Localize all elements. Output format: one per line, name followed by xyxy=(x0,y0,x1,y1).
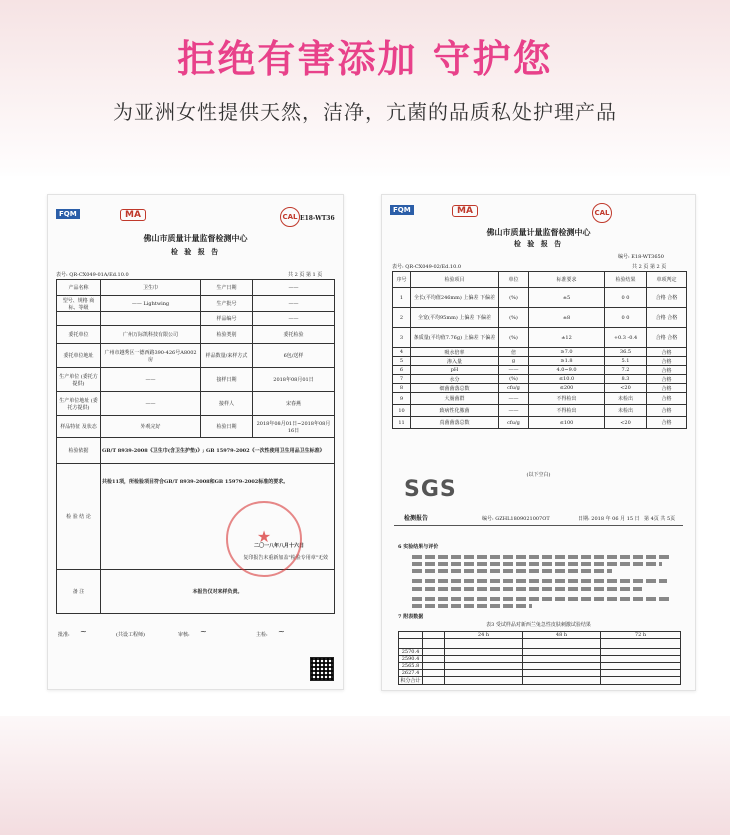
cell: 合格 xyxy=(647,384,687,393)
cell xyxy=(523,656,601,663)
cell: 9 xyxy=(393,393,411,405)
section-7-heading: 7 附表数据 xyxy=(398,614,424,620)
table-row xyxy=(57,296,335,312)
cma-mark: MA xyxy=(452,205,478,217)
cell xyxy=(445,670,523,677)
stamp-star-icon: ★ xyxy=(256,527,272,546)
table-row xyxy=(399,656,681,663)
sgs-page: 第 4页 共 5页 xyxy=(644,516,676,522)
cal-seal-icon: CAL xyxy=(280,207,300,227)
cell: <20 xyxy=(605,384,647,393)
text-line xyxy=(412,569,612,573)
cell: 5 xyxy=(393,357,411,366)
cell xyxy=(523,639,601,649)
text-line xyxy=(412,579,667,583)
cell xyxy=(101,312,201,326)
cell: ≥7.0 xyxy=(529,348,605,357)
cell: 5.1 xyxy=(605,357,647,366)
cell: 7.2 xyxy=(605,366,647,375)
cell: 生产单位 (委托方提供) xyxy=(57,368,101,392)
cell: 合格 xyxy=(647,375,687,384)
cell: 6 xyxy=(393,366,411,375)
basis-text: GB/T 8939-2008《卫生巾(含卫生护垫)》; GB 15979-2002《一次性使用卫生用品卫生标准》 xyxy=(101,438,335,464)
org-name: 佛山市质量计量监督检测中心 xyxy=(143,233,248,243)
table-row xyxy=(393,375,687,384)
cell xyxy=(57,312,101,326)
cell xyxy=(399,639,423,649)
cell: 8 xyxy=(393,384,411,393)
cell: 不得检出 xyxy=(529,393,605,405)
cell: 广州万际凯科技有限公司 xyxy=(101,326,201,344)
cell: ≤100 xyxy=(529,417,605,429)
main-test-label: 主检: xyxy=(256,632,268,638)
cell: 8.3 xyxy=(605,375,647,384)
text-line xyxy=(412,587,642,591)
inspection-report-page1[interactable] xyxy=(47,194,344,690)
page-title: 拒绝有害添加 守护您 xyxy=(177,37,553,81)
page-number: 共 2 页 第 2 页 xyxy=(632,264,667,270)
cell: 2018年08月01日 xyxy=(253,368,335,392)
report-title: 检 验 报 告 xyxy=(170,247,221,256)
engineer-note: (共设工程师) xyxy=(116,632,145,638)
cell: 备 注 xyxy=(57,570,101,614)
cell: 不得检出 xyxy=(529,405,605,417)
table-row xyxy=(57,570,335,614)
text-line xyxy=(412,562,662,566)
cell: (%) xyxy=(499,328,529,348)
table-row xyxy=(399,639,681,649)
blank-note: (以下空白) xyxy=(526,472,551,478)
table-row xyxy=(393,348,687,357)
cell: 未检出 xyxy=(605,393,647,405)
table-row xyxy=(57,312,335,326)
cell: ≥1.8 xyxy=(529,357,605,366)
cell: 卫生巾 xyxy=(101,280,201,296)
cell: 生产单位地址 (委托方提供) xyxy=(57,392,101,416)
cell: 合格 xyxy=(647,348,687,357)
cell: —— Lightwing xyxy=(101,296,201,312)
cell: 细菌菌落总数 xyxy=(411,384,499,393)
cell: 吸水倍率 xyxy=(411,348,499,357)
page-subtitle: 为亚洲女性提供天然，洁净，亢菌的品质私处护理产品 xyxy=(113,100,617,124)
table-row xyxy=(57,438,335,464)
cell: +0.3 -0.4 xyxy=(605,328,647,348)
table-row xyxy=(57,280,335,296)
sgs-report-number: 编号: GZHL1809021007OT xyxy=(482,516,550,522)
cell xyxy=(423,639,445,649)
table-header-row xyxy=(399,632,681,639)
table-row xyxy=(57,368,335,392)
cell xyxy=(601,639,681,649)
cell: 接样日期 xyxy=(201,368,253,392)
cell: 接样人 xyxy=(201,392,253,416)
fqm-logo: FQM xyxy=(390,205,414,215)
cell: 检 验 结 论 xyxy=(57,464,101,570)
cell: 检验日期 xyxy=(201,416,253,438)
text-line xyxy=(412,604,532,608)
remark-text: 本报告仅对来样负责。 xyxy=(101,570,335,614)
cell: cfu/g xyxy=(499,417,529,429)
cell: 检验类别 xyxy=(201,326,253,344)
cell: 委托单位 xyxy=(57,326,101,344)
table-caption: 表3 受试样品对新西兰兔急性皮肤刺激试验结果 xyxy=(486,622,591,628)
table-row xyxy=(393,288,687,308)
column-header: 序号 xyxy=(393,272,411,288)
table-row xyxy=(393,366,687,375)
cell: 检验依据 xyxy=(57,438,101,464)
cell xyxy=(601,663,681,670)
report-info-table xyxy=(56,279,335,614)
report-title: 检 验 报 告 xyxy=(513,239,564,248)
cell: 型号、规格 商标、等级 xyxy=(57,296,101,312)
table-row xyxy=(393,308,687,328)
review-label: 审核: xyxy=(178,632,190,638)
cell: (%) xyxy=(499,288,529,308)
header-banner xyxy=(0,0,730,175)
cell: 委托单位地址 xyxy=(57,344,101,368)
cell xyxy=(423,670,445,677)
table-row xyxy=(57,326,335,344)
cell: 样品数量/来样方式 xyxy=(201,344,253,368)
cell: —— xyxy=(253,280,335,296)
cell: 致病性化脓菌 xyxy=(411,405,499,417)
cell xyxy=(423,632,445,639)
cell: 样品特征 及状态 xyxy=(57,416,101,438)
cell: 合格 合格 xyxy=(647,308,687,328)
cell: —— xyxy=(101,392,201,416)
cell: —— xyxy=(499,405,529,417)
divider xyxy=(394,525,683,526)
column-header: 24 h xyxy=(445,632,523,639)
cell: 2570.4 xyxy=(399,649,423,656)
cell: 样品编号 xyxy=(201,312,253,326)
table-row xyxy=(393,328,687,348)
conclusion-cell xyxy=(101,464,335,570)
cell: 条质量(平均值7.76g) 上偏差 下偏差 xyxy=(411,328,499,348)
table-row xyxy=(399,663,681,670)
cell xyxy=(523,663,601,670)
cell: 生产日期 xyxy=(201,280,253,296)
cell xyxy=(601,656,681,663)
cell: ±5 xyxy=(529,288,605,308)
cell xyxy=(523,649,601,656)
cell: 产品名称 xyxy=(57,280,101,296)
sgs-data-table xyxy=(398,631,681,685)
table-row xyxy=(393,384,687,393)
cell: 合格 合格 xyxy=(647,288,687,308)
cell: 委托检验 xyxy=(253,326,335,344)
cell: 2627.4 xyxy=(399,670,423,677)
cell: 3 xyxy=(393,328,411,348)
cell: —— xyxy=(253,312,335,326)
cell xyxy=(423,663,445,670)
column-header: 单项判定 xyxy=(647,272,687,288)
column-header: 单位 xyxy=(499,272,529,288)
text-line xyxy=(412,555,672,559)
cell xyxy=(445,663,523,670)
cell xyxy=(423,656,445,663)
table-row xyxy=(393,417,687,429)
cell: 4.0~9.0 xyxy=(529,366,605,375)
cma-mark: MA xyxy=(120,209,146,221)
report-code: 编号: E18-WT3650 xyxy=(618,254,664,260)
cell: 合格 xyxy=(647,405,687,417)
cell: 全宽(平均95mm) 上偏差 下偏差 xyxy=(411,308,499,328)
sgs-logo: SGS xyxy=(404,477,457,502)
cell: —— xyxy=(253,296,335,312)
table-row xyxy=(393,393,687,405)
form-number: 表号: QR-CX049-01A/Ed.10.0 xyxy=(56,272,129,278)
cell: g xyxy=(499,357,529,366)
table-row xyxy=(57,416,335,438)
cell: 生产批号 xyxy=(201,296,253,312)
cell xyxy=(445,649,523,656)
sgs-report-title: 检测报告 xyxy=(404,515,429,522)
cell xyxy=(423,649,445,656)
cell: 合格 xyxy=(647,417,687,429)
cell xyxy=(445,639,523,649)
cell: 渗入量 xyxy=(411,357,499,366)
cell: 10 xyxy=(393,405,411,417)
cell xyxy=(423,677,445,685)
cell: 6包/送样 xyxy=(253,344,335,368)
cell: —— xyxy=(499,366,529,375)
conclusion-text: 共检11项，所检验项目符合GB/T 8939-2008和GB 15979-2002标准的要求。 xyxy=(102,479,289,485)
sgs-report-date: 日期: 2018 年 06 月 15 日 xyxy=(578,516,640,522)
cell: 0 0 xyxy=(605,308,647,328)
cell: 合格 xyxy=(647,393,687,405)
cell: 大肠菌群 xyxy=(411,393,499,405)
approve-label: 批准: xyxy=(58,632,70,638)
org-name: 佛山市质量计量监督检测中心 xyxy=(486,227,591,237)
cell: ≤200 xyxy=(529,384,605,393)
cell: 合格 合格 xyxy=(647,328,687,348)
cell: 1 xyxy=(393,288,411,308)
table-row xyxy=(393,357,687,366)
inspection-report-page2[interactable] xyxy=(381,194,696,691)
column-header: 标准要求 xyxy=(529,272,605,288)
review-signature: ~ xyxy=(200,627,207,636)
table-row xyxy=(57,392,335,416)
cell xyxy=(523,677,601,685)
fqm-logo: FQM xyxy=(56,209,80,219)
cell xyxy=(523,670,601,677)
cell: cfu/g xyxy=(499,384,529,393)
cell: (%) xyxy=(499,308,529,328)
table-row xyxy=(399,677,681,685)
cell: 4 xyxy=(393,348,411,357)
main-test-signature: ~ xyxy=(278,627,285,636)
cell xyxy=(601,677,681,685)
page-number: 共 2 页 第 1 页 xyxy=(288,272,323,278)
cell: 广州市越秀区一德西路390-426号A8002房 xyxy=(101,344,201,368)
cell: 真菌菌落总数 xyxy=(411,417,499,429)
cell: 合格 xyxy=(647,366,687,375)
table-row xyxy=(399,670,681,677)
column-header: 72 h xyxy=(601,632,681,639)
table-row xyxy=(393,405,687,417)
cell: 2 xyxy=(393,308,411,328)
cell: 11 xyxy=(393,417,411,429)
cell: 7 xyxy=(393,375,411,384)
cell: (%) xyxy=(499,375,529,384)
approve-signature: ~ xyxy=(80,627,87,636)
text-line xyxy=(412,597,672,601)
cell: 积分合计 xyxy=(400,678,421,684)
cell xyxy=(445,656,523,663)
cell: 36.5 xyxy=(605,348,647,357)
cell: ≤10.0 xyxy=(529,375,605,384)
cell: 合格 xyxy=(647,357,687,366)
cell: 外观完好 xyxy=(101,416,201,438)
cell xyxy=(399,632,423,639)
cell: 2565.8 xyxy=(399,663,423,670)
cell xyxy=(445,677,523,685)
cell: 未检出 xyxy=(605,405,647,417)
section-6-heading: 6 实验结果与评价 xyxy=(398,544,439,550)
column-header: 检验结果 xyxy=(605,272,647,288)
inspection-stamp xyxy=(226,501,302,577)
table-row xyxy=(399,649,681,656)
cal-seal-icon: CAL xyxy=(592,203,612,223)
table-row xyxy=(57,344,335,368)
issue-date: 二〇一八年八月十六日 xyxy=(253,543,304,549)
column-header: 48 h xyxy=(523,632,601,639)
cell: 倍 xyxy=(499,348,529,357)
report-code: E18-WT36 xyxy=(300,215,335,222)
cell: —— xyxy=(499,393,529,405)
cell: 水分 xyxy=(411,375,499,384)
cell: 2018年08月01日~2018年08月16日 xyxy=(253,416,335,438)
cell xyxy=(601,670,681,677)
table-header-row xyxy=(393,272,687,288)
copy-note: 复印报告未重新加盖"检验专用章"无效 xyxy=(243,555,328,561)
cell: 0 0 xyxy=(605,288,647,308)
cell: 2590.4 xyxy=(399,656,423,663)
cell: ±8 xyxy=(529,308,605,328)
column-header: 检验项目 xyxy=(411,272,499,288)
qr-code-icon xyxy=(310,657,334,681)
cell: <20 xyxy=(605,417,647,429)
cell: 全长(平均值246mm) 上偏差 下偏差 xyxy=(411,288,499,308)
cell xyxy=(601,649,681,656)
cell: pH xyxy=(411,366,499,375)
cell: ±12 xyxy=(529,328,605,348)
cell: —— xyxy=(101,368,201,392)
form-number: 表号: QR-CX049-02/Ed.10.0 xyxy=(392,264,462,270)
test-results-table xyxy=(392,271,687,429)
cell: 宋春燕 xyxy=(253,392,335,416)
